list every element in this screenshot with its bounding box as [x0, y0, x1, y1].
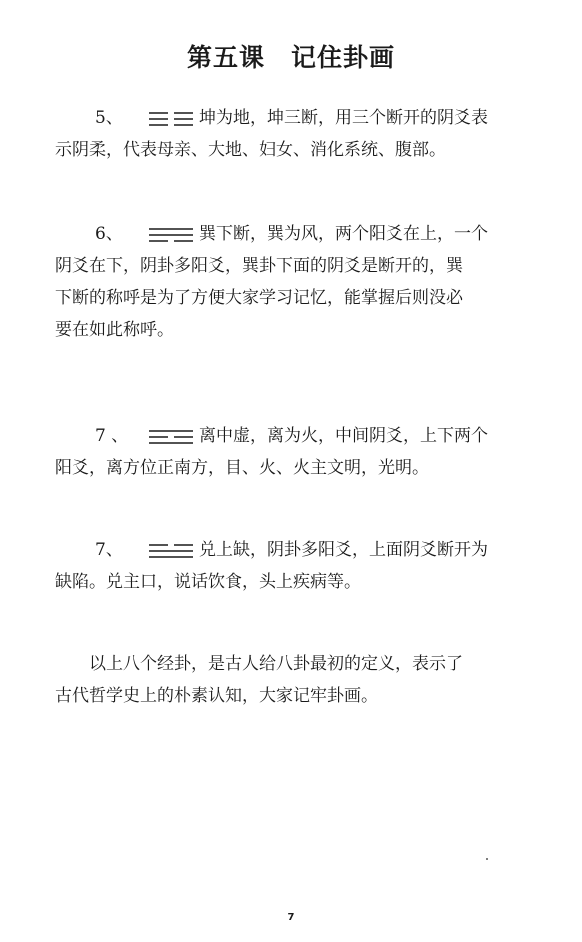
section-text-line: 缺陷。兑主口，说话饮食，头上疾病等。: [55, 572, 361, 592]
page-title: 第五课 记住卦画: [186, 43, 395, 72]
scan-speck: [486, 858, 488, 860]
section-first-line: [55, 218, 550, 250]
conclusion-line: 以上八个经卦，是古人给八卦最初的定义，表示了: [89, 654, 463, 674]
section-text-line: 巽下断，巽为风，两个阳爻在上，一个: [199, 224, 488, 244]
section-number: 7 、: [95, 426, 129, 446]
section-number: 7、: [95, 540, 123, 560]
section-text-line: 离中虚，离为火，中间阴爻，上下两个: [199, 426, 488, 446]
section-text-line: 阳爻，离方位正南方，目、火、火主文明，光明。: [55, 458, 429, 478]
section-text-line: 坤为地，坤三断，用三个断开的阴爻表: [199, 108, 488, 128]
section-first-line: [55, 102, 550, 134]
kun-trigram-icon: [147, 110, 195, 128]
section-text-line: 要在如此称呼。: [55, 320, 174, 340]
section-text-line: 示阴柔，代表母亲、大地、妇女、消化系统、腹部。: [55, 140, 446, 160]
section-number: 5、: [95, 108, 123, 128]
section-li: [55, 420, 550, 484]
section-text-line: 下断的称呼是为了方便大家学习记忆，能掌握后则没必: [55, 288, 463, 308]
section-kun: [55, 102, 550, 166]
li-trigram-icon: [147, 428, 195, 446]
page-number: 7: [287, 912, 295, 923]
section-first-line: [55, 534, 550, 566]
conclusion-paragraph: [55, 648, 550, 712]
conclusion-line: 古代哲学史上的朴素认知，大家记牢卦画。: [55, 686, 378, 706]
section-xun: [55, 218, 550, 346]
section-dui: [55, 534, 550, 598]
dui-trigram-icon: [147, 542, 195, 560]
section-text-line: 兑上缺，阴卦多阳爻，上面阴爻断开为: [199, 540, 488, 560]
section-first-line: [55, 420, 550, 452]
section-number: 6、: [95, 224, 123, 244]
xun-trigram-icon: [147, 226, 195, 244]
section-text-line: 阴爻在下，阴卦多阳爻，巽卦下面的阴爻是断开的，巽: [55, 256, 463, 276]
